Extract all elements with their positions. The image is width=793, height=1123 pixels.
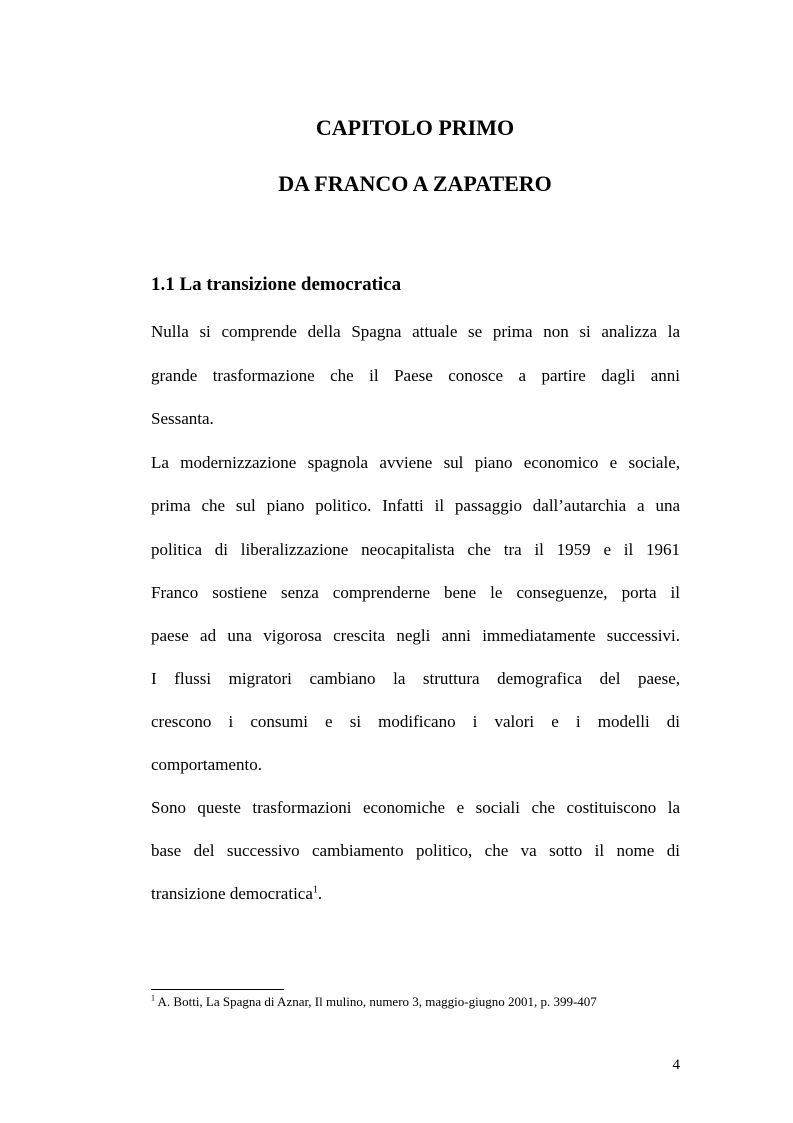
sentence-end: . <box>317 884 323 903</box>
footnote-marker: 1 <box>151 993 155 1003</box>
text-line: comportamento. <box>151 755 262 774</box>
text-line: crescono i consumi e si modificano i valori e i modelli di <box>151 712 680 731</box>
page-number: 4 <box>672 1057 680 1073</box>
text-line: transizione democratica <box>151 884 313 903</box>
text-line-last <box>151 883 680 905</box>
text-line: Sono queste trasformazioni economiche e sociali che costituiscono la <box>151 798 680 817</box>
footnote-text: A. Botti, La Spagna di Aznar, Il mulino, numero 3, maggio-giugno 2001, p. 399-407 <box>155 994 597 1009</box>
text-line: Nulla si comprende della Spagna attuale se prima non si analizza la <box>151 322 680 341</box>
text-line: grande trasformazione che il Paese conosce a partire dagli anni <box>151 366 680 385</box>
footnote <box>151 994 597 1010</box>
footnote-reference[interactable]: 1 <box>312 884 318 896</box>
text-line: La modernizzazione spagnola avviene sul piano economico e sociale, <box>151 453 680 472</box>
chapter-title: DA FRANCO A ZAPATERO <box>278 171 552 196</box>
text-line: Franco sostiene senza comprenderne bene le conseguenze, porta il <box>151 583 680 602</box>
text-line: base del successivo cambiamento politico, che va sotto il nome di <box>151 841 680 860</box>
text-line: paese ad una vigorosa crescita negli anni immediatamente successivi. <box>151 626 680 645</box>
text-line: politica di liberalizzazione neocapitalista che tra il 1959 e il 1961 <box>151 540 680 559</box>
footnote-separator <box>151 989 284 990</box>
text-line: Sessanta. <box>151 409 214 428</box>
text-line: I flussi migratori cambiano la struttura demografica del paese, <box>151 669 680 688</box>
section-heading: 1.1 La transizione democratica <box>151 274 402 295</box>
text-line: prima che sul piano politico. Infatti il passaggio dall’autarchia a una <box>151 496 680 515</box>
chapter-label: CAPITOLO PRIMO <box>315 115 515 140</box>
